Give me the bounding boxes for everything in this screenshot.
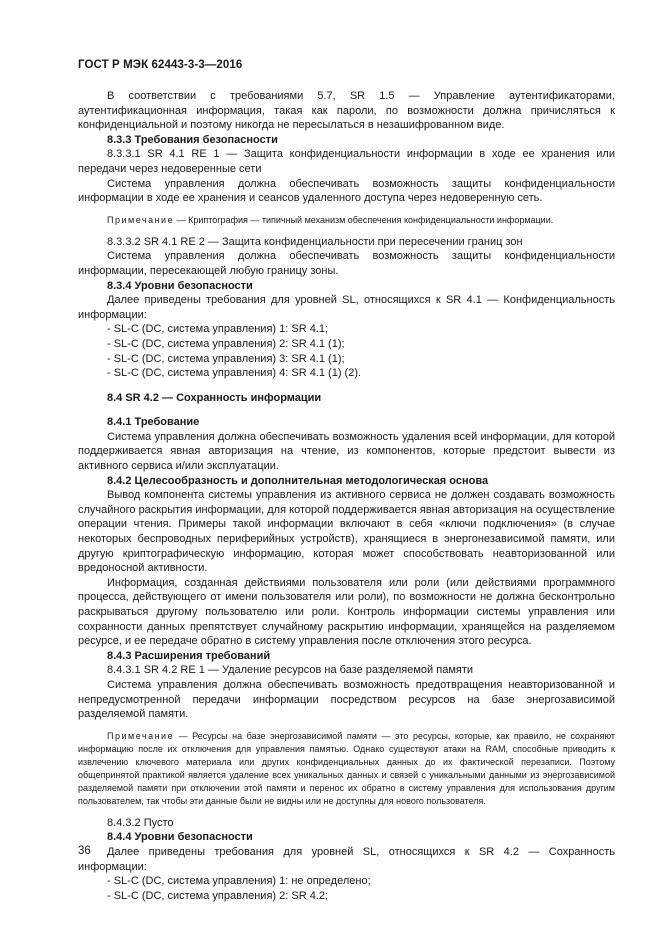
note-label: Примечание [107, 730, 175, 741]
section-heading: 8.4.4 Уровни безопасности [107, 831, 253, 844]
note-label: Примечание [107, 214, 175, 225]
paragraph: Вывод компонента системы управления из активного сервиса не должен создавать возможность случайного раскрытия информации, для которой поддерживается явная авторизация на осуществление операции чтения. Примеры такой информации включают в себя «ключи подключения» (в случае некоторых беспроводных периферийных устройств), хранящиеся в энергонезависимой памяти, или другую криптографическую информацию, которая может способствовать неавторизованной или вредоносной активности. [78, 489, 615, 575]
list-item: - SL-C (DC, система управления) 1: SR 4.1; [107, 323, 329, 336]
note [78, 214, 615, 227]
section-heading: 8.4 SR 4.2 — Сохранность информации [107, 391, 322, 404]
list-item: - SL-C (DC, система управления) 2: SR 4.1 (1); [107, 337, 345, 350]
page-number: 36 [78, 845, 91, 857]
list-item: - SL-C (DC, система управления) 2: SR 4.2; [107, 889, 329, 902]
paragraph: Далее приведены требования для уровней SL, относящихся к SR 4.1 — Конфиденциальность информации: [78, 294, 615, 321]
paragraph: 8.4.3.1 SR 4.2 RE 1 — Удаление ресурсов на базе разделяемой памяти [107, 664, 474, 677]
paragraph: В соответствии с требованиями 5.7, SR 1.5 — Управление аутентификаторами, аутентификационная информация, такая как пароли, по возможности должна причисляться к конфиденциальной и поэтому никогда не пересылаться в незашифрованном виде. [78, 90, 615, 132]
section-heading: 8.3.3 Требования безопасности [107, 133, 278, 146]
section-heading: 8.4.1 Требование [107, 416, 200, 429]
section-heading: 8.4.2 Целесообразность и дополнительная методологическая основа [107, 474, 489, 487]
paragraph: Система управления должна обеспечивать возможность предотвращения неавторизованной и непредусмотренной передачи информации посредством ресурсов на базе энергозависимой разделяемой памяти. [78, 678, 615, 721]
paragraph: Система управления должна обеспечивать возможность защиты конфиденциальности информации в ходе ее хранения и сеансов удаленного доступа через недоверенную сеть. [78, 177, 615, 205]
paragraph: Информация, созданная действиями пользователя или роли (или действиями программного процесса, действующего от имени пользователя или роли), по возможности не должна бесконтрольно раскрываться другому пользователю или роли. Контроль информации системы управления или сохранности данных препятствует случайному раскрытию информации, хранящейся на разделяемом ресурсе, и ее передаче обратно в систему управления после отключения этого ресурса. [78, 576, 615, 648]
paragraph: 8.3.3.1 SR 4.1 RE 1 — Защита конфиденциальности информации в ходе ее хранения или передачи через недоверенные сети [78, 148, 615, 175]
note-text: — Криптография — типичный механизм обеспечения конфиденциальности информации. [174, 214, 554, 225]
document-header: ГОСТ Р МЭК 62443-3-3—2016 [78, 59, 243, 71]
note-text: — Ресурсы на базе энергозависимой памяти — это ресурсы, которые, как правило, не сохраняют информацию после их отключения для управления памятью. Однако существуют атаки на RAM, способные приводить к извлечению ключевого материала или других конфиденциальных данных до их фактической перезаписи. Поэтому общепринятой практикой является удаление всех уникальных данных и связей с уникальными данными из энергозависимой разделяемой памяти при отключении этой памяти и перенос их обратно в систему управления для использования другим пользователем, так чтобы эти данные были не видны или не доступны для нового пользователя. [78, 730, 615, 806]
document-body [78, 89, 615, 903]
paragraph: Система управления должна обеспечивать возможность защиты конфиденциальности информации, пересекающей любую границу зоны. [78, 250, 615, 277]
paragraph: 8.3.3.2 SR 4.1 RE 2 — Защита конфиденциальности при пересечении границ зон [107, 235, 523, 248]
paragraph: Система управления должна обеспечивать возможность удаления всей информации, для которой поддерживается явная авторизация на чтение, из компонентов, которые предстоит вывести из активного сервиса и/или эксплуатации. [78, 430, 615, 473]
list-item: - SL-C (DC, система управления) 4: SR 4.1 (1) (2). [107, 367, 362, 380]
paragraph: Далее приведены требования для уровней SL, относящихся к SR 4.2 — Сохранность информации: [78, 845, 615, 873]
note [78, 730, 615, 808]
paragraph: 8.4.3.2 Пусто [107, 816, 174, 829]
section-heading: 8.4.3 Расширения требований [107, 649, 271, 662]
list-item: - SL-C (DC, система управления) 1: не определено; [107, 875, 371, 888]
list-item: - SL-C (DC, система управления) 3: SR 4.1 (1); [107, 352, 345, 365]
section-heading: 8.3.4 Уровни безопасности [107, 279, 253, 292]
